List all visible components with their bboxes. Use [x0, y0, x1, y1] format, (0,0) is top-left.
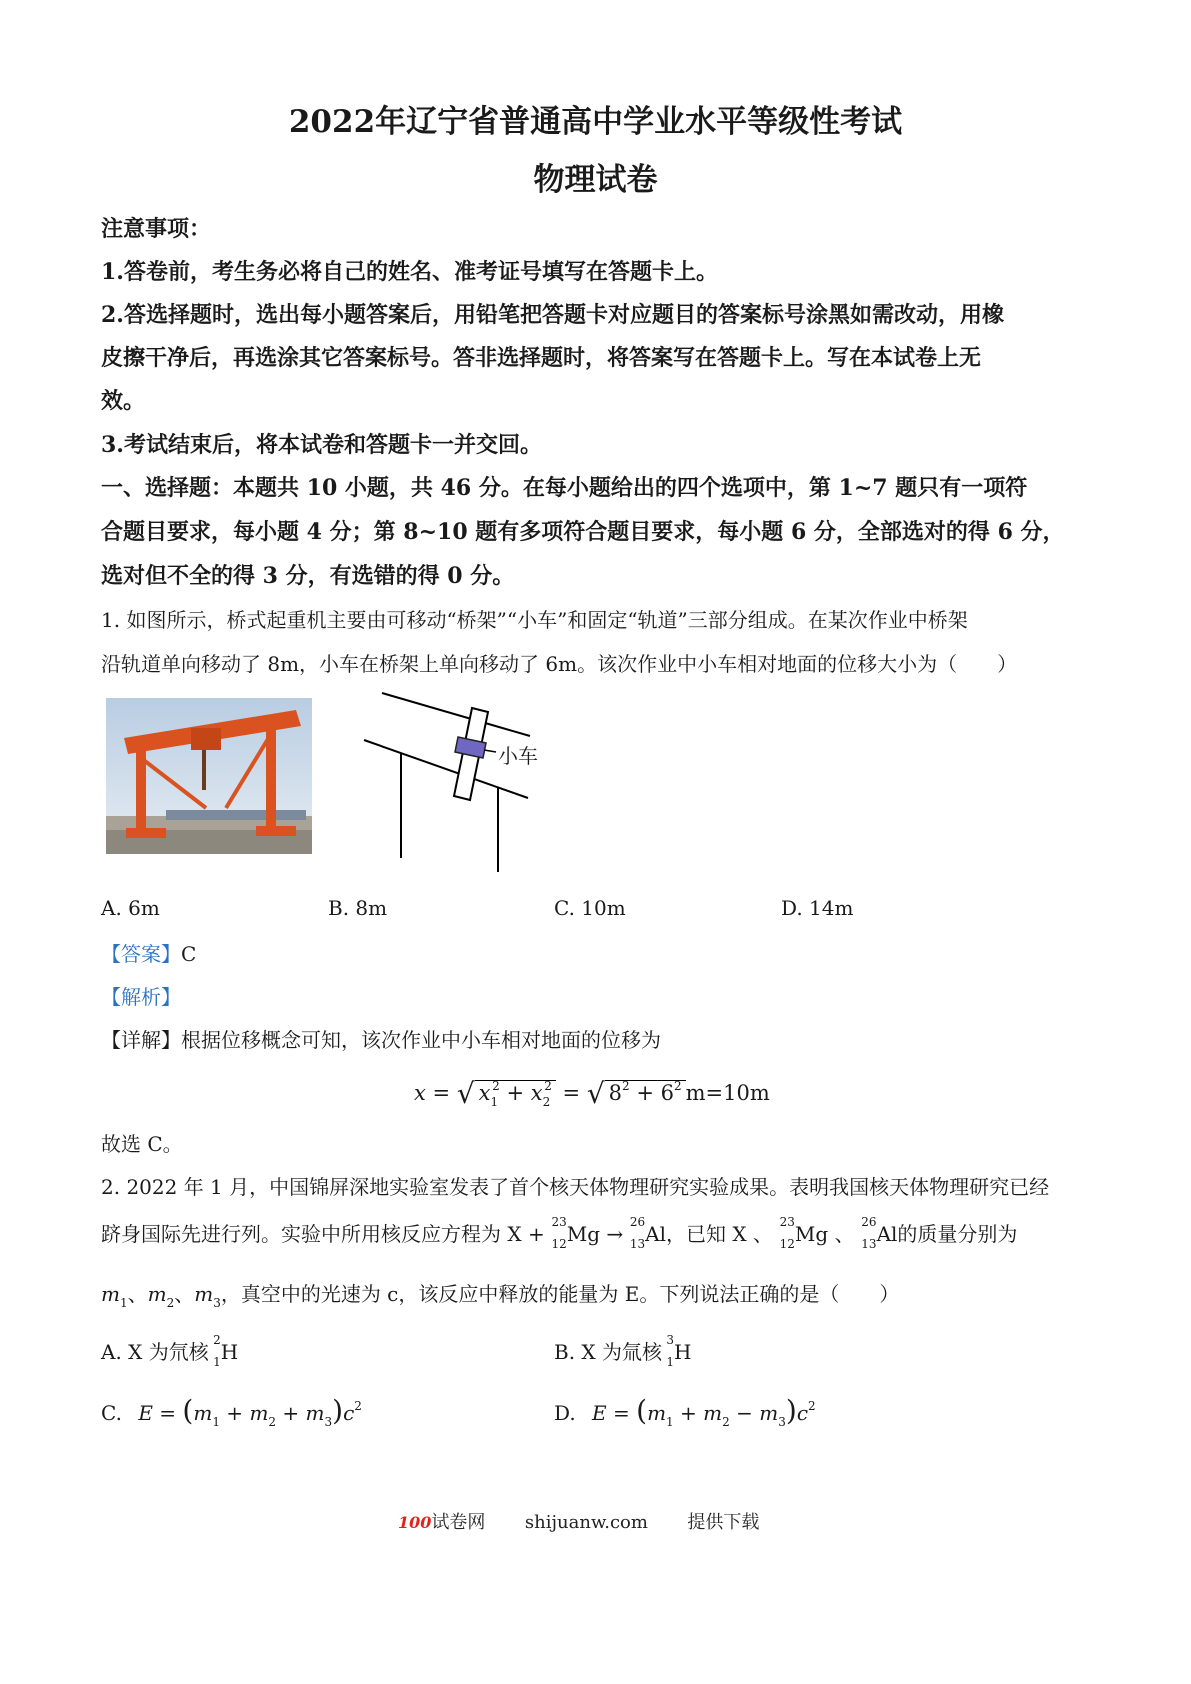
q2-option-d[interactable]: D. $E = (m_1 + m_2 - m_3)c^2$ — [554, 1394, 816, 1429]
q1-stem-line-1: 1. 如图所示，桥式起重机主要由可移动“桥架”“小车”和固定“轨道”三部分组成。在某次作业中桥架 — [101, 608, 968, 632]
q1-option-d[interactable]: D. 14m — [781, 896, 854, 920]
section1-line-2: 合题目要求，每小题 4 分；第 8~10 题有多项符合题目要求，每小题 6 分，全部选对的得 6 分， — [101, 519, 1065, 545]
trolley-label: 小车 — [498, 744, 538, 768]
section1-line-3: 选对但不全的得 3 分，有选错的得 0 分。 — [101, 563, 515, 589]
q2-stem-line-1: 2. 2022 年 1 月，中国锦屏深地实验室发表了首个核天体物理研究实验成果。表明我国核天体物理研究已经 — [101, 1175, 1050, 1199]
note-item-2-line-3: 效。 — [101, 388, 146, 414]
nuclear-equation: X + 23 12 Mg → 26 13 Al — [507, 1215, 666, 1251]
note-item-2-line-2: 皮擦干净后，再选涂其它答案标号。答非选择题时，将答案写在答题卡上。写在本试卷上无 — [101, 345, 982, 371]
q1-detail: 【详解】根据位移概念可知，该次作业中小车相对地面的位移为 — [101, 1028, 661, 1052]
footer-note: 提供下载 — [687, 1512, 760, 1533]
q2-option-c[interactable]: C. $E = (m_1 + m_2 + m_3)c^2$ — [101, 1394, 362, 1429]
q1-analysis-label: 【解析】 — [101, 985, 181, 1009]
exam-title: 2022年辽宁省普通高中学业水平等级性考试 — [288, 104, 903, 140]
q1-stem-line-2: 沿轨道单向移动了 8m，小车在桥架上单向移动了 6m。该次作业中小车相对地面的位移大小为（ ） — [101, 652, 1018, 676]
section1-line-1: 一、选择题：本题共 10 小题，共 46 分。在每小题给出的四个选项中，第 1~7 题只有一项符 — [101, 475, 1028, 501]
footer-site-url[interactable]: shijuanw.com — [524, 1512, 648, 1533]
formula-lhs: x = — [414, 1081, 451, 1105]
footer-site-cn: 试卷网 — [431, 1512, 486, 1533]
answer-label: 【答案】 — [101, 942, 181, 966]
note-item-3: 3.考试结束后，将本试卷和答题卡一并交回。 — [101, 432, 542, 458]
note-item-1: 1.答卷前，考生务必将自己的姓名、准考证号填写在答题卡上。 — [101, 259, 718, 285]
q2-option-a[interactable]: A. X 为氘核 2 1 H — [101, 1333, 239, 1369]
q2-stem-line-2: 跻身国际先进行列。实验中所用核反应方程为 X + 23 12 Mg → 26 13 Al，已知 X 、 23 12 Mg 、 26 13 Al的质量分别为 — [101, 1215, 1018, 1251]
crane-photo — [106, 698, 312, 854]
q1-option-b[interactable]: B. 8m — [328, 896, 388, 920]
q1-conclusion: 故选 C。 — [101, 1132, 183, 1156]
q2-option-b[interactable]: B. X 为氚核 3 1 H — [554, 1333, 692, 1369]
bridge-upper-line — [382, 693, 530, 736]
footer — [398, 1508, 759, 1534]
answer-value: C — [181, 942, 197, 966]
exam-subtitle: 物理试卷 — [533, 162, 658, 198]
formula-rhs: m=10m — [685, 1081, 770, 1105]
footer-logo: 100 — [398, 1513, 432, 1532]
q1-option-c[interactable]: C. 10m — [554, 896, 626, 920]
note-item-2-line-1: 2.答选择题时，选出每小题答案后，用铅笔把答题卡对应题目的答案标号涂黑如需改动，用橡 — [101, 302, 1004, 328]
crane-diagram — [360, 688, 560, 878]
q2-stem-line-3: $m_1$、$m_2$、$m_3$，真空中的光速为 c，该反应中释放的能量为 E。下列说法正确的是（ ） — [101, 1282, 900, 1310]
q1-formula: x = √ $x_1^2 + x_2^2$ = √ $8^2 + 6^2$ m=10m — [414, 1077, 770, 1110]
q1-option-a[interactable]: A. 6m — [101, 896, 160, 920]
q1-answer — [101, 938, 196, 967]
notes-heading: 注意事项： — [101, 216, 212, 242]
